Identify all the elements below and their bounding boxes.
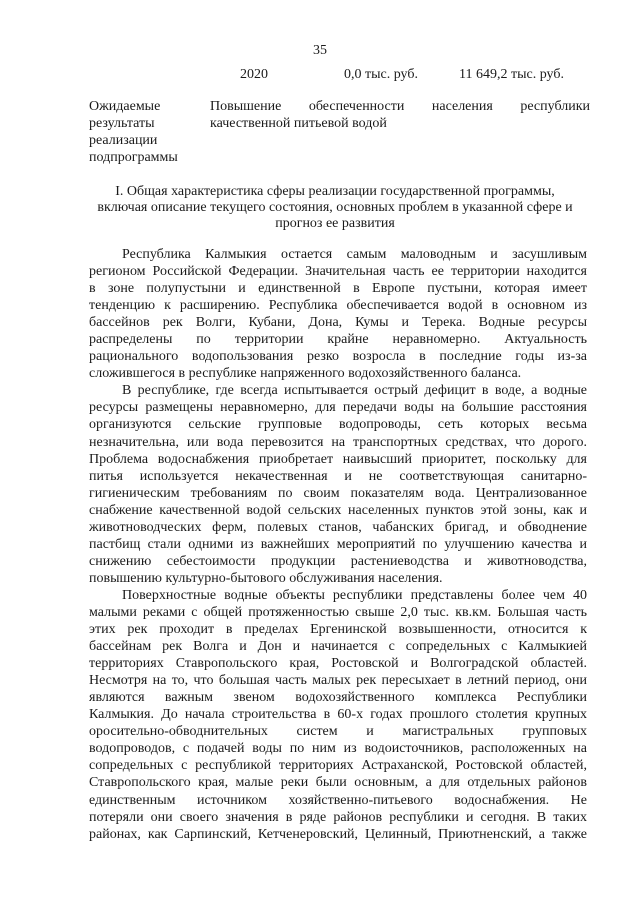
text-line: снижению себестоимости продукции растениеводства и животноводства, (89, 553, 587, 569)
text-line: Ставропольского края, малые реки были основным, а для отдельных районов (89, 775, 587, 791)
text-line: тенденцию к расширению. Республика обеспечивается водой в основном из (89, 298, 587, 314)
text-line: оросительно-обводнительных систем и магистральных групповых (89, 724, 587, 740)
results-line: Повышение обеспеченности населения республики (210, 99, 590, 114)
label-line: подпрограммы (89, 150, 178, 165)
paragraph (89, 382, 587, 587)
text-line: Калмыкия. До начала строительства в 60-х годах прошлого столетия крупных (89, 707, 587, 723)
text-line: малыми реками с общей протяженностью свыше 2,0 тыс. кв.км. Большая часть (89, 604, 587, 620)
text-line: снабжение качественной водой сельских населенных пунктов этой зоны, как и (89, 502, 587, 518)
text-line: Несмотря на то, что большая часть малых рек пересыхает в летний период, они (89, 673, 587, 689)
body-text (89, 246, 587, 843)
text-line: животноводческих ферм, полевых станов, чабанских бригад, и обводнение (89, 519, 587, 535)
text-line: незначительна, или вода перевозится на транспортных средствах, что дорого. (89, 434, 587, 450)
text-line: потеряли они своего значения в ряде районов республики и сегодня. В таких (89, 809, 587, 825)
label-line: Ожидаемые (89, 99, 161, 114)
text-line: сложившегося в республике напряженного водохозяйственного баланса. (89, 366, 522, 382)
section-title-line: включая описание текущего состояния, основных проблем в указанной сфере и (97, 200, 573, 215)
text-line: распределены по территории крайне неравномерно. Актуальность (89, 332, 587, 348)
expected-results-label (89, 98, 201, 166)
text-line: рационального водопользования резко возросла в последние годы из-за (89, 349, 587, 365)
paragraph (89, 587, 587, 843)
text-line: гигиеническим требованиям по своим показателям вода. Централизованное (89, 485, 587, 501)
section-title (80, 184, 590, 232)
expected-results-text (210, 98, 590, 132)
text-line: районах, как Сарпинский, Кетченеровский, Целинный, Приютненский, а также (89, 826, 587, 842)
finance-year: 2020 (240, 67, 268, 82)
text-line: В республике, где всегда испытывается острый дефицит в воде, а водные (122, 383, 587, 399)
page-number: 35 (313, 43, 327, 58)
text-line: бассейнам рек Волга и Дон и начинается с сопредельных с Калмыкией (89, 639, 587, 655)
text-line: регионом Российской Федерации. Значительная часть ее территории находится (89, 264, 587, 280)
section-title-line: прогноз ее развития (275, 216, 395, 231)
finance-amount-regional: 0,0 тыс. руб. (344, 67, 418, 82)
label-line: реализации (89, 133, 158, 148)
text-line: Республика Калмыкия остается самым маловодным и засушливым (122, 247, 587, 262)
text-line: водопроводов, с подачей воды по ним из водоисточников, расположенных на (89, 741, 587, 757)
text-line: Проблема водоснабжения приобретает наивысший приоритет, поскольку для (89, 451, 587, 467)
text-line: сопредельных с республикой территориях Астраханской, Ростовской областей, (89, 758, 587, 774)
text-line: этих рек проходит в пределах Ергенинской возвышенности, относится к (89, 622, 587, 638)
label-line: результаты (89, 116, 155, 131)
text-line: единственным источником хозяйственно-питьевого водоснабжения. Не (89, 792, 587, 808)
finance-row (0, 67, 640, 87)
text-line: в зоне полупустыни и единственной в Европе пустыни, которая имеет (89, 281, 587, 297)
results-line: качественной питьевой водой (210, 116, 387, 131)
section-title-line: I. Общая характеристика сферы реализации государственной программы, (115, 184, 555, 199)
text-line: повышению культурно-бытового обслуживания населения. (89, 570, 443, 586)
text-line: ресурсы размещены неравномерно, для передачи воды на большие расстояния (89, 400, 587, 416)
text-line: питья используется некачественная и не соответствующая санитарно- (89, 468, 587, 484)
text-line: Поверхностные водные объекты республики представлены более чем 40 (122, 587, 587, 603)
text-line: являются важным звеном водохозяйственного комплекса Республики (89, 690, 587, 706)
text-line: организуются сельские групповые водопроводы, сеть которых весьма (89, 417, 587, 433)
paragraph (89, 246, 587, 382)
text-line: бассейнов рек Волги, Кубани, Дона, Кумы и Терека. Водные ресурсы (89, 315, 587, 331)
text-line: пастбищ стали одними из важнейших мероприятий по улучшению качества и (89, 536, 587, 552)
text-line: территориях Ставропольского края, Ростовской и Волгоградской областей. (89, 656, 587, 672)
finance-amount-total: 11 649,2 тыс. руб. (459, 67, 564, 82)
